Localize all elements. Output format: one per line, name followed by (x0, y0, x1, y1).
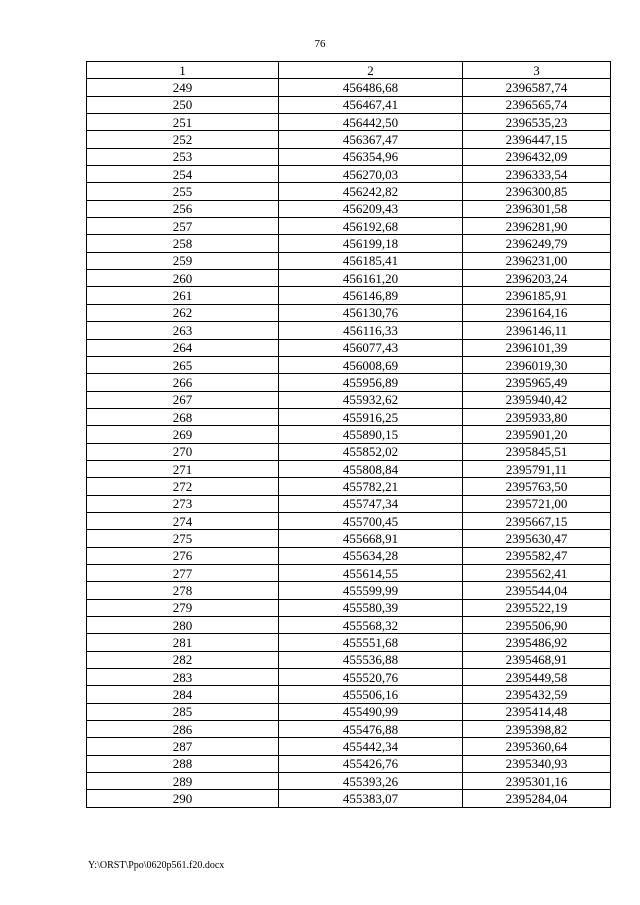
cell-point-number: 278 (87, 582, 279, 599)
cell-y-coordinate: 2396019,30 (463, 356, 611, 373)
cell-x-coordinate: 456161,20 (279, 270, 463, 287)
cell-x-coordinate: 455782,21 (279, 478, 463, 495)
cell-y-coordinate: 2395449,58 (463, 669, 611, 686)
cell-point-number: 256 (87, 200, 279, 217)
cell-y-coordinate: 2396164,16 (463, 304, 611, 321)
cell-x-coordinate: 455536,88 (279, 651, 463, 668)
table-row (87, 721, 611, 738)
table-row (87, 564, 611, 581)
cell-x-coordinate: 455551,68 (279, 634, 463, 651)
cell-point-number: 272 (87, 478, 279, 495)
cell-point-number: 263 (87, 322, 279, 339)
cell-point-number: 280 (87, 617, 279, 634)
header-row (87, 62, 611, 79)
table-row (87, 270, 611, 287)
table-row (87, 166, 611, 183)
footer-file-path: Y:\ORST\Ppo\0620p561.f20.docx (88, 860, 225, 871)
cell-x-coordinate: 455890,15 (279, 426, 463, 443)
column-header-x-coordinate: 2 (279, 62, 463, 79)
cell-point-number: 283 (87, 669, 279, 686)
cell-point-number: 265 (87, 356, 279, 373)
cell-y-coordinate: 2396185,91 (463, 287, 611, 304)
table-row (87, 617, 611, 634)
cell-y-coordinate: 2396146,11 (463, 322, 611, 339)
cell-x-coordinate: 455490,99 (279, 703, 463, 720)
cell-x-coordinate: 455568,32 (279, 617, 463, 634)
cell-point-number: 258 (87, 235, 279, 252)
table-row (87, 200, 611, 217)
cell-y-coordinate: 2396300,85 (463, 183, 611, 200)
cell-point-number: 262 (87, 304, 279, 321)
table-row (87, 755, 611, 772)
cell-y-coordinate: 2396333,54 (463, 166, 611, 183)
cell-y-coordinate: 2395544,04 (463, 582, 611, 599)
cell-point-number: 271 (87, 460, 279, 477)
cell-x-coordinate: 455520,76 (279, 669, 463, 686)
table-row (87, 235, 611, 252)
cell-y-coordinate: 2396565,74 (463, 96, 611, 113)
table-row (87, 547, 611, 564)
cell-x-coordinate: 456209,43 (279, 200, 463, 217)
cell-point-number: 253 (87, 148, 279, 165)
cell-x-coordinate: 456192,68 (279, 218, 463, 235)
cell-y-coordinate: 2396249,79 (463, 235, 611, 252)
cell-y-coordinate: 2395284,04 (463, 790, 611, 807)
cell-point-number: 286 (87, 721, 279, 738)
cell-point-number: 259 (87, 252, 279, 269)
cell-y-coordinate: 2395845,51 (463, 443, 611, 460)
cell-y-coordinate: 2395901,20 (463, 426, 611, 443)
cell-x-coordinate: 455393,26 (279, 773, 463, 790)
cell-x-coordinate: 456270,03 (279, 166, 463, 183)
table-row (87, 287, 611, 304)
cell-point-number: 284 (87, 686, 279, 703)
table-row (87, 114, 611, 131)
cell-point-number: 287 (87, 738, 279, 755)
cell-y-coordinate: 2396535,23 (463, 114, 611, 131)
table-header (87, 62, 611, 79)
cell-x-coordinate: 455634,28 (279, 547, 463, 564)
cell-point-number: 257 (87, 218, 279, 235)
cell-x-coordinate: 455668,91 (279, 530, 463, 547)
table-row (87, 634, 611, 651)
column-header-y-coordinate: 3 (463, 62, 611, 79)
cell-y-coordinate: 2395506,90 (463, 617, 611, 634)
cell-point-number: 255 (87, 183, 279, 200)
table-row (87, 408, 611, 425)
cell-point-number: 288 (87, 755, 279, 772)
cell-point-number: 251 (87, 114, 279, 131)
cell-point-number: 269 (87, 426, 279, 443)
table-row (87, 252, 611, 269)
cell-x-coordinate: 455476,88 (279, 721, 463, 738)
cell-x-coordinate: 456146,89 (279, 287, 463, 304)
cell-point-number: 249 (87, 79, 279, 96)
table-row (87, 582, 611, 599)
table-row (87, 460, 611, 477)
table-row (87, 322, 611, 339)
cell-point-number: 254 (87, 166, 279, 183)
cell-point-number: 273 (87, 495, 279, 512)
cell-y-coordinate: 2395933,80 (463, 408, 611, 425)
cell-x-coordinate: 456467,41 (279, 96, 463, 113)
cell-x-coordinate: 456130,76 (279, 304, 463, 321)
cell-point-number: 277 (87, 564, 279, 581)
page-number: 76 (314, 38, 326, 50)
table-body (87, 79, 611, 807)
cell-y-coordinate: 2395791,11 (463, 460, 611, 477)
cell-point-number: 267 (87, 391, 279, 408)
table-row (87, 183, 611, 200)
table-row (87, 478, 611, 495)
table-row (87, 669, 611, 686)
cell-point-number: 275 (87, 530, 279, 547)
table-row (87, 79, 611, 96)
cell-x-coordinate: 455932,62 (279, 391, 463, 408)
cell-x-coordinate: 455426,76 (279, 755, 463, 772)
cell-y-coordinate: 2395301,16 (463, 773, 611, 790)
cell-y-coordinate: 2395468,91 (463, 651, 611, 668)
table-row (87, 148, 611, 165)
table-row (87, 738, 611, 755)
cell-x-coordinate: 455956,89 (279, 374, 463, 391)
cell-x-coordinate: 455747,34 (279, 495, 463, 512)
table-row (87, 339, 611, 356)
table-row (87, 356, 611, 373)
cell-y-coordinate: 2396447,15 (463, 131, 611, 148)
cell-x-coordinate: 456486,68 (279, 79, 463, 96)
table-row (87, 304, 611, 321)
table-row (87, 374, 611, 391)
table-row (87, 790, 611, 807)
cell-point-number: 290 (87, 790, 279, 807)
cell-x-coordinate: 456077,43 (279, 339, 463, 356)
cell-y-coordinate: 2395965,49 (463, 374, 611, 391)
cell-y-coordinate: 2395630,47 (463, 530, 611, 547)
cell-y-coordinate: 2395360,64 (463, 738, 611, 755)
cell-y-coordinate: 2395522,19 (463, 599, 611, 616)
cell-point-number: 252 (87, 131, 279, 148)
cell-y-coordinate: 2395940,42 (463, 391, 611, 408)
cell-point-number: 266 (87, 374, 279, 391)
table-row (87, 651, 611, 668)
cell-y-coordinate: 2396587,74 (463, 79, 611, 96)
cell-x-coordinate: 455506,16 (279, 686, 463, 703)
cell-x-coordinate: 456242,82 (279, 183, 463, 200)
table-row (87, 96, 611, 113)
cell-point-number: 268 (87, 408, 279, 425)
table-row (87, 773, 611, 790)
cell-x-coordinate: 456442,50 (279, 114, 463, 131)
cell-point-number: 261 (87, 287, 279, 304)
cell-point-number: 279 (87, 599, 279, 616)
column-header-point-number: 1 (87, 62, 279, 79)
table-row (87, 426, 611, 443)
table-row (87, 530, 611, 547)
cell-y-coordinate: 2395340,93 (463, 755, 611, 772)
cell-x-coordinate: 455808,84 (279, 460, 463, 477)
cell-y-coordinate: 2395721,00 (463, 495, 611, 512)
table-row (87, 599, 611, 616)
cell-y-coordinate: 2396301,58 (463, 200, 611, 217)
cell-x-coordinate: 456367,47 (279, 131, 463, 148)
cell-y-coordinate: 2395562,41 (463, 564, 611, 581)
cell-point-number: 250 (87, 96, 279, 113)
table-row (87, 495, 611, 512)
table-row (87, 218, 611, 235)
cell-point-number: 285 (87, 703, 279, 720)
table-row (87, 443, 611, 460)
cell-point-number: 289 (87, 773, 279, 790)
cell-x-coordinate: 455852,02 (279, 443, 463, 460)
cell-x-coordinate: 456008,69 (279, 356, 463, 373)
cell-x-coordinate: 455599,99 (279, 582, 463, 599)
cell-x-coordinate: 455442,34 (279, 738, 463, 755)
cell-x-coordinate: 455580,39 (279, 599, 463, 616)
cell-y-coordinate: 2395414,48 (463, 703, 611, 720)
cell-y-coordinate: 2395582,47 (463, 547, 611, 564)
cell-point-number: 264 (87, 339, 279, 356)
cell-point-number: 260 (87, 270, 279, 287)
table-row (87, 703, 611, 720)
table-row (87, 686, 611, 703)
cell-y-coordinate: 2395763,50 (463, 478, 611, 495)
cell-y-coordinate: 2396281,90 (463, 218, 611, 235)
cell-y-coordinate: 2396101,39 (463, 339, 611, 356)
cell-x-coordinate: 455614,55 (279, 564, 463, 581)
cell-y-coordinate: 2395432,59 (463, 686, 611, 703)
cell-y-coordinate: 2395667,15 (463, 512, 611, 529)
cell-point-number: 282 (87, 651, 279, 668)
cell-x-coordinate: 455700,45 (279, 512, 463, 529)
cell-x-coordinate: 455383,07 (279, 790, 463, 807)
cell-x-coordinate: 456354,96 (279, 148, 463, 165)
cell-y-coordinate: 2396231,00 (463, 252, 611, 269)
cell-x-coordinate: 456185,41 (279, 252, 463, 269)
cell-point-number: 270 (87, 443, 279, 460)
coordinates-table (86, 61, 611, 808)
table-row (87, 512, 611, 529)
cell-y-coordinate: 2396203,24 (463, 270, 611, 287)
cell-point-number: 274 (87, 512, 279, 529)
cell-y-coordinate: 2396432,09 (463, 148, 611, 165)
cell-x-coordinate: 456116,33 (279, 322, 463, 339)
table-row (87, 131, 611, 148)
cell-y-coordinate: 2395486,92 (463, 634, 611, 651)
cell-point-number: 276 (87, 547, 279, 564)
cell-x-coordinate: 456199,18 (279, 235, 463, 252)
cell-point-number: 281 (87, 634, 279, 651)
table-row (87, 391, 611, 408)
cell-x-coordinate: 455916,25 (279, 408, 463, 425)
cell-y-coordinate: 2395398,82 (463, 721, 611, 738)
